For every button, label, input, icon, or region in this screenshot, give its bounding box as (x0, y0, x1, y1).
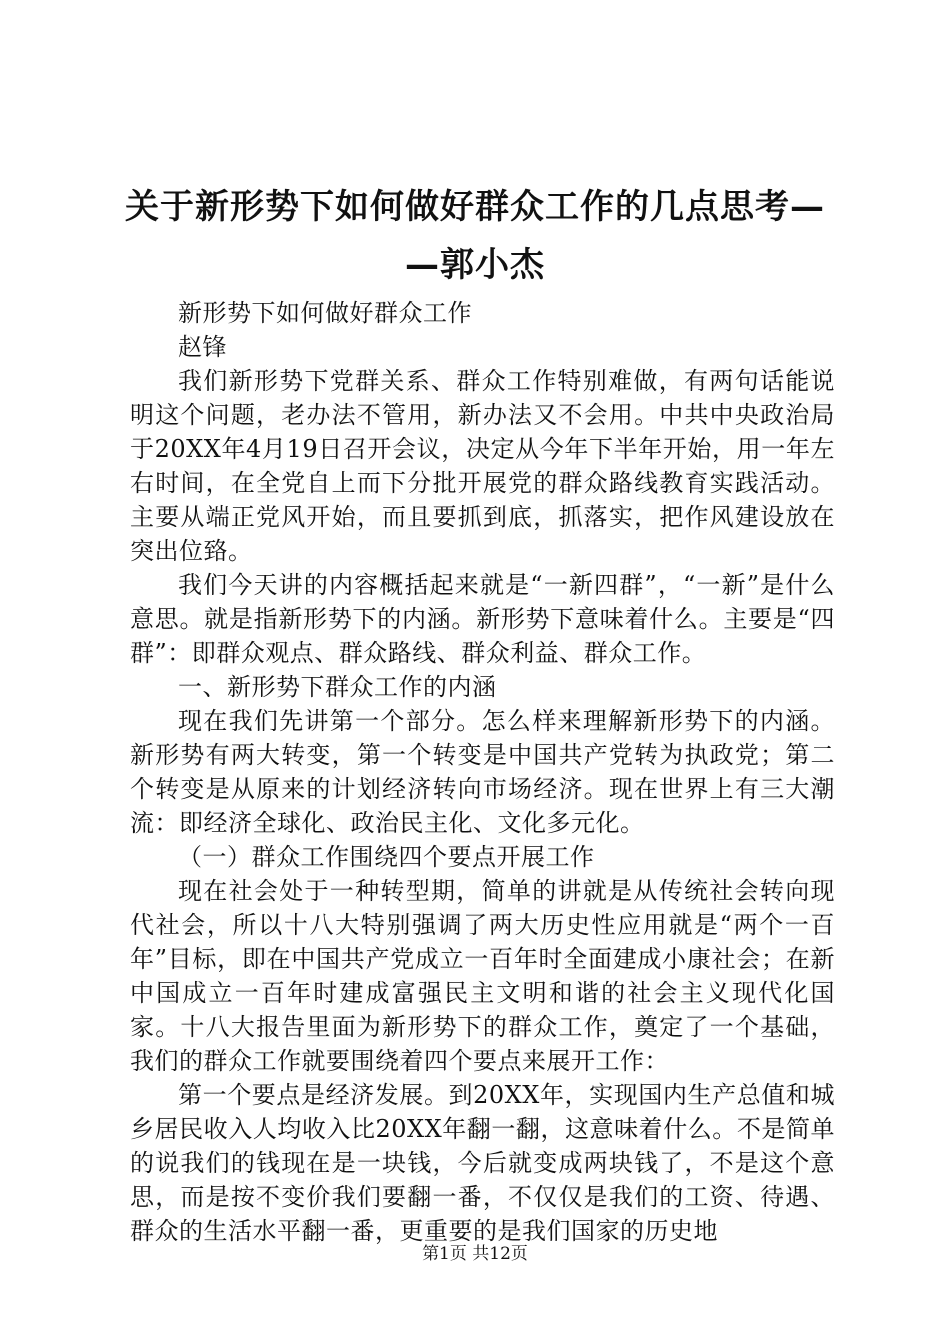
subsection-heading: （一）群众工作围绕四个要点开展工作 (178, 843, 595, 871)
body-paragraph: 我们新形势下党群关系、群众工作特别难做，有两句话能说明这个问题，老办法不管用，新办法又不会用。中共中央政治局于20XX年4月19日召开会议，决定从今年下半年开始，用一年左右时间，在全党自上而下分批开展党的群众路线教育实践活动。主要从端正党风开始，而且要抓到底，抓落实，把作风建设放在突出位臵。 (130, 367, 835, 565)
section-heading: 一、新形势下群众工作的内涵 (178, 673, 497, 701)
title-line-1: 关于新形势下如何做好群众工作的几点思考— (125, 187, 825, 227)
document-title (100, 178, 850, 294)
document-body (130, 296, 835, 1248)
author-paragraph: 赵锋 (178, 333, 227, 361)
page-number-footer: 第1页 共12页 (422, 1244, 528, 1264)
body-paragraph: 现在我们先讲第一个部分。怎么样来理解新形势下的内涵。新形势有两大转变，第一个转变是中国共产党转为执政党；第二个转变是从原来的计划经济转向市场经济。现在世界上有三大潮流：即经济全球化、政治民主化、文化多元化。 (130, 707, 835, 837)
title-line-2: —郭小杰 (405, 245, 545, 285)
subtitle-paragraph: 新形势下如何做好群众工作 (178, 299, 472, 327)
body-paragraph: 第一个要点是经济发展。到20XX年，实现国内生产总值和城乡居民收入人均收入比20XX年翻一翻，这意味着什么。不是简单的说我们的钱现在是一块钱，今后就变成两块钱了，不是这个意思，而是按不变价我们要翻一番，不仅仅是我们的工资、待遇、群众的生活水平翻一番，更重要的是我们国家的历史地 (130, 1081, 835, 1245)
body-paragraph: 现在社会处于一种转型期，简单的讲就是从传统社会转向现代社会，所以十八大特别强调了两大历史性应用就是“两个一百年”目标，即在中国共产党成立一百年时全面建成小康社会；在新中国成立一百年时建成富强民主文明和谐的社会主义现代化国家。十八大报告里面为新形势下的群众工作，奠定了一个基础，我们的群众工作就要围绕着四个要点来展开工作： (130, 877, 835, 1075)
body-paragraph: 我们今天讲的内容概括起来就是“一新四群”，“一新”是什么意思。就是指新形势下的内涵。新形势下意味着什么。主要是“四群”：即群众观点、群众路线、群众利益、群众工作。 (130, 571, 835, 667)
